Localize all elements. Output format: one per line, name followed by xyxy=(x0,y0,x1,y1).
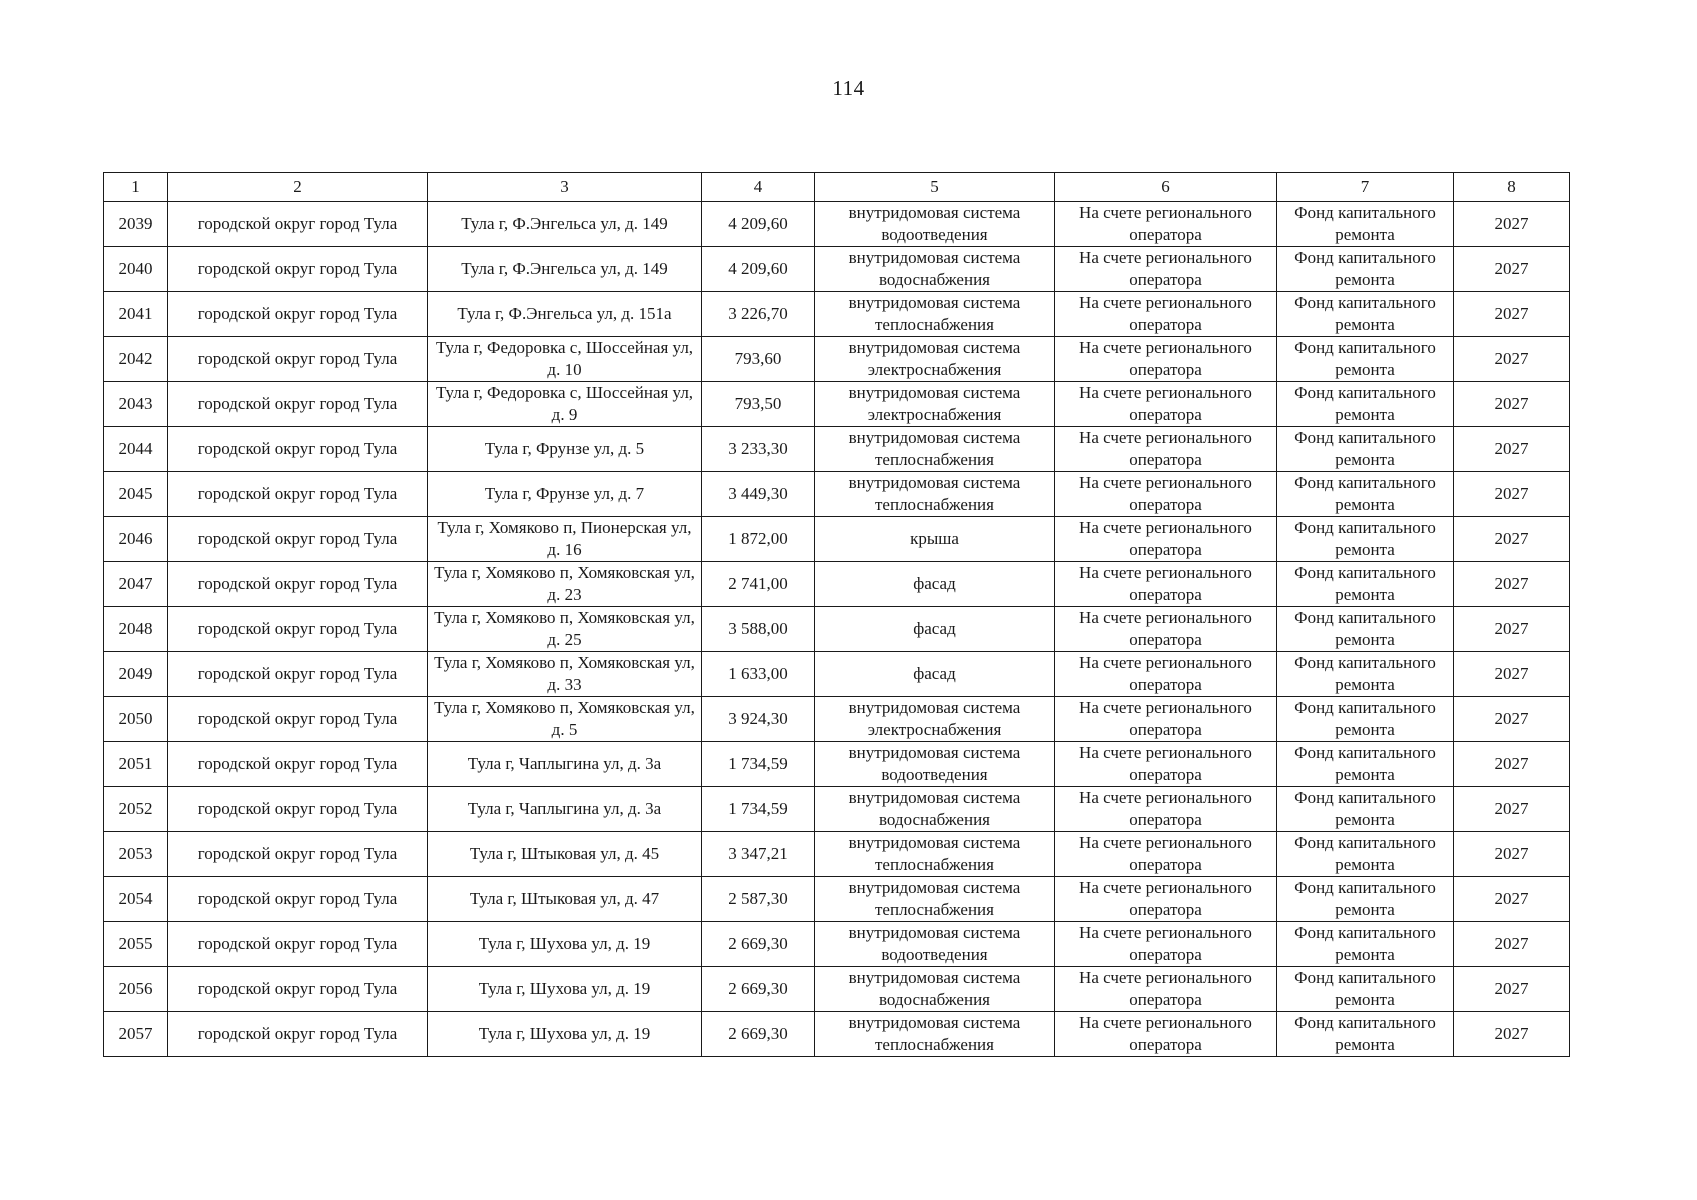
row-number-cell: 2041 xyxy=(104,292,168,337)
column-header: 1 xyxy=(104,173,168,202)
address-cell: Тула г, Федоровка с, Шоссейная ул, д. 10 xyxy=(428,337,702,382)
funding-source-cell: Фонд капитального ремонта xyxy=(1277,247,1454,292)
table-row xyxy=(104,247,1570,292)
column-header: 4 xyxy=(702,173,815,202)
year-cell: 2027 xyxy=(1454,427,1570,472)
funding-source-cell: Фонд капитального ремонта xyxy=(1277,652,1454,697)
area-cell: 2 587,30 xyxy=(702,877,815,922)
area-cell: 2 669,30 xyxy=(702,967,815,1012)
area-cell: 3 924,30 xyxy=(702,697,815,742)
page-number: 114 xyxy=(832,76,865,100)
municipality-cell: городской округ город Тула xyxy=(168,517,428,562)
work-type-cell: внутридомовая система водоснабжения xyxy=(815,247,1055,292)
address-cell: Тула г, Федоровка с, Шоссейная ул, д. 9 xyxy=(428,382,702,427)
work-type-cell: внутридомовая система теплоснабжения xyxy=(815,472,1055,517)
table-row xyxy=(104,967,1570,1012)
municipality-cell: городской округ город Тула xyxy=(168,652,428,697)
row-number-cell: 2052 xyxy=(104,787,168,832)
area-cell: 3 233,30 xyxy=(702,427,815,472)
fund-account-cell: На счете регионального оператора xyxy=(1055,607,1277,652)
year-cell: 2027 xyxy=(1454,517,1570,562)
address-cell: Тула г, Шухова ул, д. 19 xyxy=(428,1012,702,1057)
area-cell: 793,50 xyxy=(702,382,815,427)
address-cell: Тула г, Хомяково п, Хомяковская ул, д. 25 xyxy=(428,607,702,652)
fund-account-cell: На счете регионального оператора xyxy=(1055,652,1277,697)
row-number-cell: 2040 xyxy=(104,247,168,292)
table-row xyxy=(104,742,1570,787)
area-cell: 4 209,60 xyxy=(702,247,815,292)
work-type-cell: внутридомовая система электроснабжения xyxy=(815,697,1055,742)
table-body xyxy=(104,202,1570,1057)
year-cell: 2027 xyxy=(1454,472,1570,517)
area-cell: 1 734,59 xyxy=(702,787,815,832)
area-cell: 2 741,00 xyxy=(702,562,815,607)
fund-account-cell: На счете регионального оператора xyxy=(1055,832,1277,877)
fund-account-cell: На счете регионального оператора xyxy=(1055,202,1277,247)
area-cell: 793,60 xyxy=(702,337,815,382)
fund-account-cell: На счете регионального оператора xyxy=(1055,472,1277,517)
funding-source-cell: Фонд капитального ремонта xyxy=(1277,697,1454,742)
address-cell: Тула г, Ф.Энгельса ул, д. 149 xyxy=(428,247,702,292)
work-type-cell: внутридомовая система теплоснабжения xyxy=(815,427,1055,472)
table-row xyxy=(104,922,1570,967)
year-cell: 2027 xyxy=(1454,562,1570,607)
municipality-cell: городской округ город Тула xyxy=(168,742,428,787)
area-cell: 3 588,00 xyxy=(702,607,815,652)
funding-source-cell: Фонд капитального ремонта xyxy=(1277,787,1454,832)
row-number-cell: 2047 xyxy=(104,562,168,607)
work-type-cell: внутридомовая система теплоснабжения xyxy=(815,292,1055,337)
table-row xyxy=(104,382,1570,427)
work-type-cell: внутридомовая система теплоснабжения xyxy=(815,877,1055,922)
fund-account-cell: На счете регионального оператора xyxy=(1055,337,1277,382)
municipality-cell: городской округ город Тула xyxy=(168,787,428,832)
funding-source-cell: Фонд капитального ремонта xyxy=(1277,877,1454,922)
table-row xyxy=(104,562,1570,607)
column-header: 7 xyxy=(1277,173,1454,202)
header-row xyxy=(104,173,1570,202)
funding-source-cell: Фонд капитального ремонта xyxy=(1277,427,1454,472)
area-cell: 3 347,21 xyxy=(702,832,815,877)
table-row xyxy=(104,877,1570,922)
municipality-cell: городской округ город Тула xyxy=(168,427,428,472)
fund-account-cell: На счете регионального оператора xyxy=(1055,382,1277,427)
fund-account-cell: На счете регионального оператора xyxy=(1055,922,1277,967)
address-cell: Тула г, Чаплыгина ул, д. 3а xyxy=(428,742,702,787)
column-header: 2 xyxy=(168,173,428,202)
funding-source-cell: Фонд капитального ремонта xyxy=(1277,607,1454,652)
row-number-cell: 2055 xyxy=(104,922,168,967)
row-number-cell: 2053 xyxy=(104,832,168,877)
funding-source-cell: Фонд капитального ремонта xyxy=(1277,382,1454,427)
address-cell: Тула г, Шухова ул, д. 19 xyxy=(428,922,702,967)
fund-account-cell: На счете регионального оператора xyxy=(1055,247,1277,292)
work-type-cell: внутридомовая система теплоснабжения xyxy=(815,832,1055,877)
work-type-cell: фасад xyxy=(815,652,1055,697)
table-row xyxy=(104,292,1570,337)
work-type-cell: внутридомовая система электроснабжения xyxy=(815,337,1055,382)
year-cell: 2027 xyxy=(1454,787,1570,832)
area-cell: 2 669,30 xyxy=(702,922,815,967)
table-row xyxy=(104,652,1570,697)
address-cell: Тула г, Фрунзе ул, д. 7 xyxy=(428,472,702,517)
funding-source-cell: Фонд капитального ремонта xyxy=(1277,742,1454,787)
area-cell: 1 633,00 xyxy=(702,652,815,697)
year-cell: 2027 xyxy=(1454,337,1570,382)
work-type-cell: фасад xyxy=(815,607,1055,652)
year-cell: 2027 xyxy=(1454,202,1570,247)
work-type-cell: фасад xyxy=(815,562,1055,607)
row-number-cell: 2043 xyxy=(104,382,168,427)
capital-repair-table xyxy=(103,172,1570,1057)
fund-account-cell: На счете регионального оператора xyxy=(1055,787,1277,832)
table-row xyxy=(104,1012,1570,1057)
municipality-cell: городской округ город Тула xyxy=(168,1012,428,1057)
table-row xyxy=(104,427,1570,472)
fund-account-cell: На счете регионального оператора xyxy=(1055,967,1277,1012)
table-row xyxy=(104,787,1570,832)
year-cell: 2027 xyxy=(1454,877,1570,922)
address-cell: Тула г, Ф.Энгельса ул, д. 149 xyxy=(428,202,702,247)
table-row xyxy=(104,832,1570,877)
address-cell: Тула г, Хомяково п, Хомяковская ул, д. 23 xyxy=(428,562,702,607)
address-cell: Тула г, Хомяково п, Хомяковская ул, д. 5 xyxy=(428,697,702,742)
column-header: 6 xyxy=(1055,173,1277,202)
funding-source-cell: Фонд капитального ремонта xyxy=(1277,1012,1454,1057)
address-cell: Тула г, Хомяково п, Пионерская ул, д. 16 xyxy=(428,517,702,562)
work-type-cell: внутридомовая система водоотведения xyxy=(815,742,1055,787)
year-cell: 2027 xyxy=(1454,922,1570,967)
work-type-cell: внутридомовая система водоснабжения xyxy=(815,787,1055,832)
table-row xyxy=(104,697,1570,742)
address-cell: Тула г, Штыковая ул, д. 47 xyxy=(428,877,702,922)
work-type-cell: внутридомовая система электроснабжения xyxy=(815,382,1055,427)
funding-source-cell: Фонд капитального ремонта xyxy=(1277,562,1454,607)
table-row xyxy=(104,202,1570,247)
row-number-cell: 2049 xyxy=(104,652,168,697)
fund-account-cell: На счете регионального оператора xyxy=(1055,697,1277,742)
fund-account-cell: На счете регионального оператора xyxy=(1055,877,1277,922)
row-number-cell: 2051 xyxy=(104,742,168,787)
year-cell: 2027 xyxy=(1454,607,1570,652)
funding-source-cell: Фонд капитального ремонта xyxy=(1277,922,1454,967)
address-cell: Тула г, Ф.Энгельса ул, д. 151а xyxy=(428,292,702,337)
area-cell: 3 226,70 xyxy=(702,292,815,337)
funding-source-cell: Фонд капитального ремонта xyxy=(1277,517,1454,562)
fund-account-cell: На счете регионального оператора xyxy=(1055,427,1277,472)
year-cell: 2027 xyxy=(1454,247,1570,292)
table-row xyxy=(104,337,1570,382)
area-cell: 3 449,30 xyxy=(702,472,815,517)
work-type-cell: внутридомовая система водоотведения xyxy=(815,202,1055,247)
address-cell: Тула г, Штыковая ул, д. 45 xyxy=(428,832,702,877)
table-row xyxy=(104,472,1570,517)
fund-account-cell: На счете регионального оператора xyxy=(1055,292,1277,337)
municipality-cell: городской округ город Тула xyxy=(168,697,428,742)
row-number-cell: 2039 xyxy=(104,202,168,247)
year-cell: 2027 xyxy=(1454,1012,1570,1057)
column-header: 5 xyxy=(815,173,1055,202)
funding-source-cell: Фонд капитального ремонта xyxy=(1277,337,1454,382)
area-cell: 4 209,60 xyxy=(702,202,815,247)
address-cell: Тула г, Хомяково п, Хомяковская ул, д. 33 xyxy=(428,652,702,697)
year-cell: 2027 xyxy=(1454,832,1570,877)
municipality-cell: городской округ город Тула xyxy=(168,292,428,337)
row-number-cell: 2045 xyxy=(104,472,168,517)
municipality-cell: городской округ город Тула xyxy=(168,832,428,877)
municipality-cell: городской округ город Тула xyxy=(168,472,428,517)
column-header: 8 xyxy=(1454,173,1570,202)
year-cell: 2027 xyxy=(1454,292,1570,337)
row-number-cell: 2050 xyxy=(104,697,168,742)
year-cell: 2027 xyxy=(1454,652,1570,697)
municipality-cell: городской округ город Тула xyxy=(168,382,428,427)
work-type-cell: внутридомовая система водоотведения xyxy=(815,922,1055,967)
funding-source-cell: Фонд капитального ремонта xyxy=(1277,832,1454,877)
work-type-cell: внутридомовая система водоснабжения xyxy=(815,967,1055,1012)
fund-account-cell: На счете регионального оператора xyxy=(1055,517,1277,562)
row-number-cell: 2056 xyxy=(104,967,168,1012)
year-cell: 2027 xyxy=(1454,382,1570,427)
table-row xyxy=(104,517,1570,562)
row-number-cell: 2057 xyxy=(104,1012,168,1057)
municipality-cell: городской округ город Тула xyxy=(168,877,428,922)
municipality-cell: городской округ город Тула xyxy=(168,922,428,967)
fund-account-cell: На счете регионального оператора xyxy=(1055,742,1277,787)
row-number-cell: 2044 xyxy=(104,427,168,472)
address-cell: Тула г, Чаплыгина ул, д. 3а xyxy=(428,787,702,832)
work-type-cell: внутридомовая система теплоснабжения xyxy=(815,1012,1055,1057)
municipality-cell: городской округ город Тула xyxy=(168,607,428,652)
area-cell: 1 872,00 xyxy=(702,517,815,562)
area-cell: 1 734,59 xyxy=(702,742,815,787)
year-cell: 2027 xyxy=(1454,742,1570,787)
funding-source-cell: Фонд капитального ремонта xyxy=(1277,472,1454,517)
year-cell: 2027 xyxy=(1454,967,1570,1012)
column-header: 3 xyxy=(428,173,702,202)
area-cell: 2 669,30 xyxy=(702,1012,815,1057)
fund-account-cell: На счете регионального оператора xyxy=(1055,562,1277,607)
municipality-cell: городской округ город Тула xyxy=(168,202,428,247)
address-cell: Тула г, Фрунзе ул, д. 5 xyxy=(428,427,702,472)
municipality-cell: городской округ город Тула xyxy=(168,967,428,1012)
funding-source-cell: Фонд капитального ремонта xyxy=(1277,292,1454,337)
year-cell: 2027 xyxy=(1454,697,1570,742)
table-row xyxy=(104,607,1570,652)
fund-account-cell: На счете регионального оператора xyxy=(1055,1012,1277,1057)
municipality-cell: городской округ город Тула xyxy=(168,562,428,607)
funding-source-cell: Фонд капитального ремонта xyxy=(1277,202,1454,247)
row-number-cell: 2048 xyxy=(104,607,168,652)
funding-source-cell: Фонд капитального ремонта xyxy=(1277,967,1454,1012)
address-cell: Тула г, Шухова ул, д. 19 xyxy=(428,967,702,1012)
municipality-cell: городской округ город Тула xyxy=(168,337,428,382)
row-number-cell: 2046 xyxy=(104,517,168,562)
row-number-cell: 2042 xyxy=(104,337,168,382)
work-type-cell: крыша xyxy=(815,517,1055,562)
row-number-cell: 2054 xyxy=(104,877,168,922)
municipality-cell: городской округ город Тула xyxy=(168,247,428,292)
